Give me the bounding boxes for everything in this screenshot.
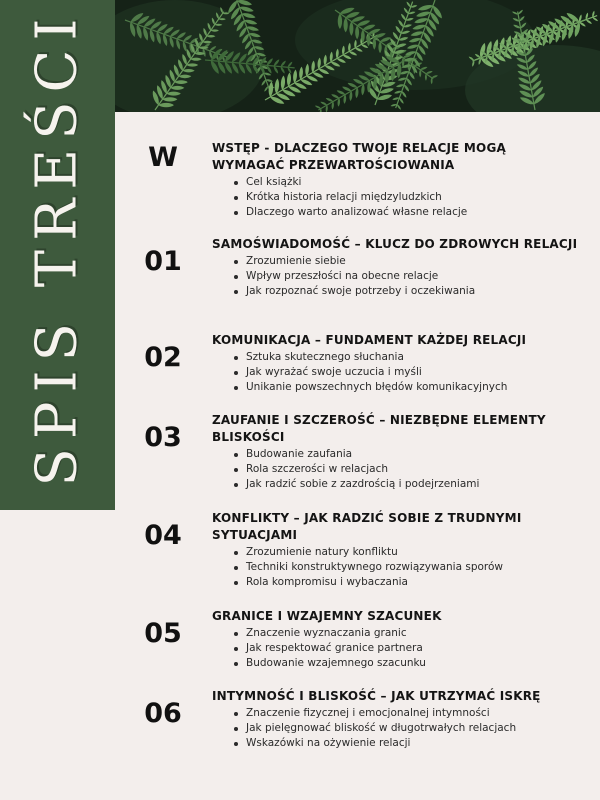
section-number: 04 xyxy=(144,520,182,551)
section-content xyxy=(212,412,582,492)
section-number: 06 xyxy=(144,698,182,729)
list-item: Cel książki xyxy=(212,175,582,190)
section-item-list xyxy=(212,175,582,220)
list-item: Zrozumienie siebie xyxy=(212,254,582,269)
list-item: Techniki konstruktywnego rozwiązywania sporów xyxy=(212,560,582,575)
section-content xyxy=(212,688,582,751)
fern-leaves-photo xyxy=(115,0,600,112)
section-item-list xyxy=(212,447,582,492)
list-item: Rola kompromisu i wybaczania xyxy=(212,575,582,590)
section-content xyxy=(212,332,582,395)
section-number: 02 xyxy=(144,342,182,373)
list-item: Unikanie powszechnych błędów komunikacyjnych xyxy=(212,380,582,395)
page-title: SPIS TREŚCI xyxy=(24,9,90,487)
list-item: Krótka historia relacji międzyludzkich xyxy=(212,190,582,205)
section-number: 05 xyxy=(144,618,182,649)
list-item: Jak wyrażać swoje uczucia i myśli xyxy=(212,365,582,380)
section-number: 01 xyxy=(144,246,182,277)
section-item-list xyxy=(212,254,582,299)
list-item: Budowanie zaufania xyxy=(212,447,582,462)
section-content xyxy=(212,236,582,299)
list-item: Wpływ przeszłości na obecne relacje xyxy=(212,269,582,284)
list-item: Jak rozpoznać swoje potrzeby i oczekiwania xyxy=(212,284,582,299)
list-item: Budowanie wzajemnego szacunku xyxy=(212,656,582,671)
section-item-list xyxy=(212,706,582,751)
list-item: Jak radzić sobie z zazdrością i podejrzeniami xyxy=(212,477,582,492)
list-item: Jak respektować granice partnera xyxy=(212,641,582,656)
section-item-list xyxy=(212,545,582,590)
section-heading: KOMUNIKACJA – FUNDAMENT KAŻDEJ RELACJI xyxy=(212,333,527,347)
list-item: Wskazówki na ożywienie relacji xyxy=(212,736,582,751)
section-number: W xyxy=(148,142,178,173)
list-item: Sztuka skutecznego słuchania xyxy=(212,350,582,365)
section-heading: SAMOŚWIADOMOŚĆ – KLUCZ DO ZDROWYCH RELACJI xyxy=(212,237,578,251)
list-item: Znaczenie wyznaczania granic xyxy=(212,626,582,641)
list-item: Rola szczerości w relacjach xyxy=(212,462,582,477)
section-heading: WSTĘP - DLACZEGO TWOJE RELACJE MOGĄ WYMAGAĆ PRZEWARTOŚCIOWANIA xyxy=(212,141,506,172)
section-content xyxy=(212,140,582,220)
section-heading: KONFLIKTY – JAK RADZIĆ SOBIE Z TRUDNYMI SYTUACJAMI xyxy=(212,511,522,542)
section-content xyxy=(212,510,582,590)
section-heading: GRANICE I WZAJEMNY SZACUNEK xyxy=(212,609,442,623)
section-item-list xyxy=(212,350,582,395)
section-heading: INTYMNOŚĆ I BLISKOŚĆ – JAK UTRZYMAĆ ISKRĘ xyxy=(212,689,541,703)
list-item: Dlaczego warto analizować własne relacje xyxy=(212,205,582,220)
section-content xyxy=(212,608,582,671)
section-number: 03 xyxy=(144,422,182,453)
list-item: Zrozumienie natury konfliktu xyxy=(212,545,582,560)
section-item-list xyxy=(212,626,582,671)
list-item: Jak pielęgnować bliskość w długotrwałych relacjach xyxy=(212,721,582,736)
section-heading: ZAUFANIE I SZCZEROŚĆ – NIEZBĘDNE ELEMENTY BLISKOŚCI xyxy=(212,413,546,444)
list-item: Znaczenie fizycznej i emocjonalnej intymności xyxy=(212,706,582,721)
